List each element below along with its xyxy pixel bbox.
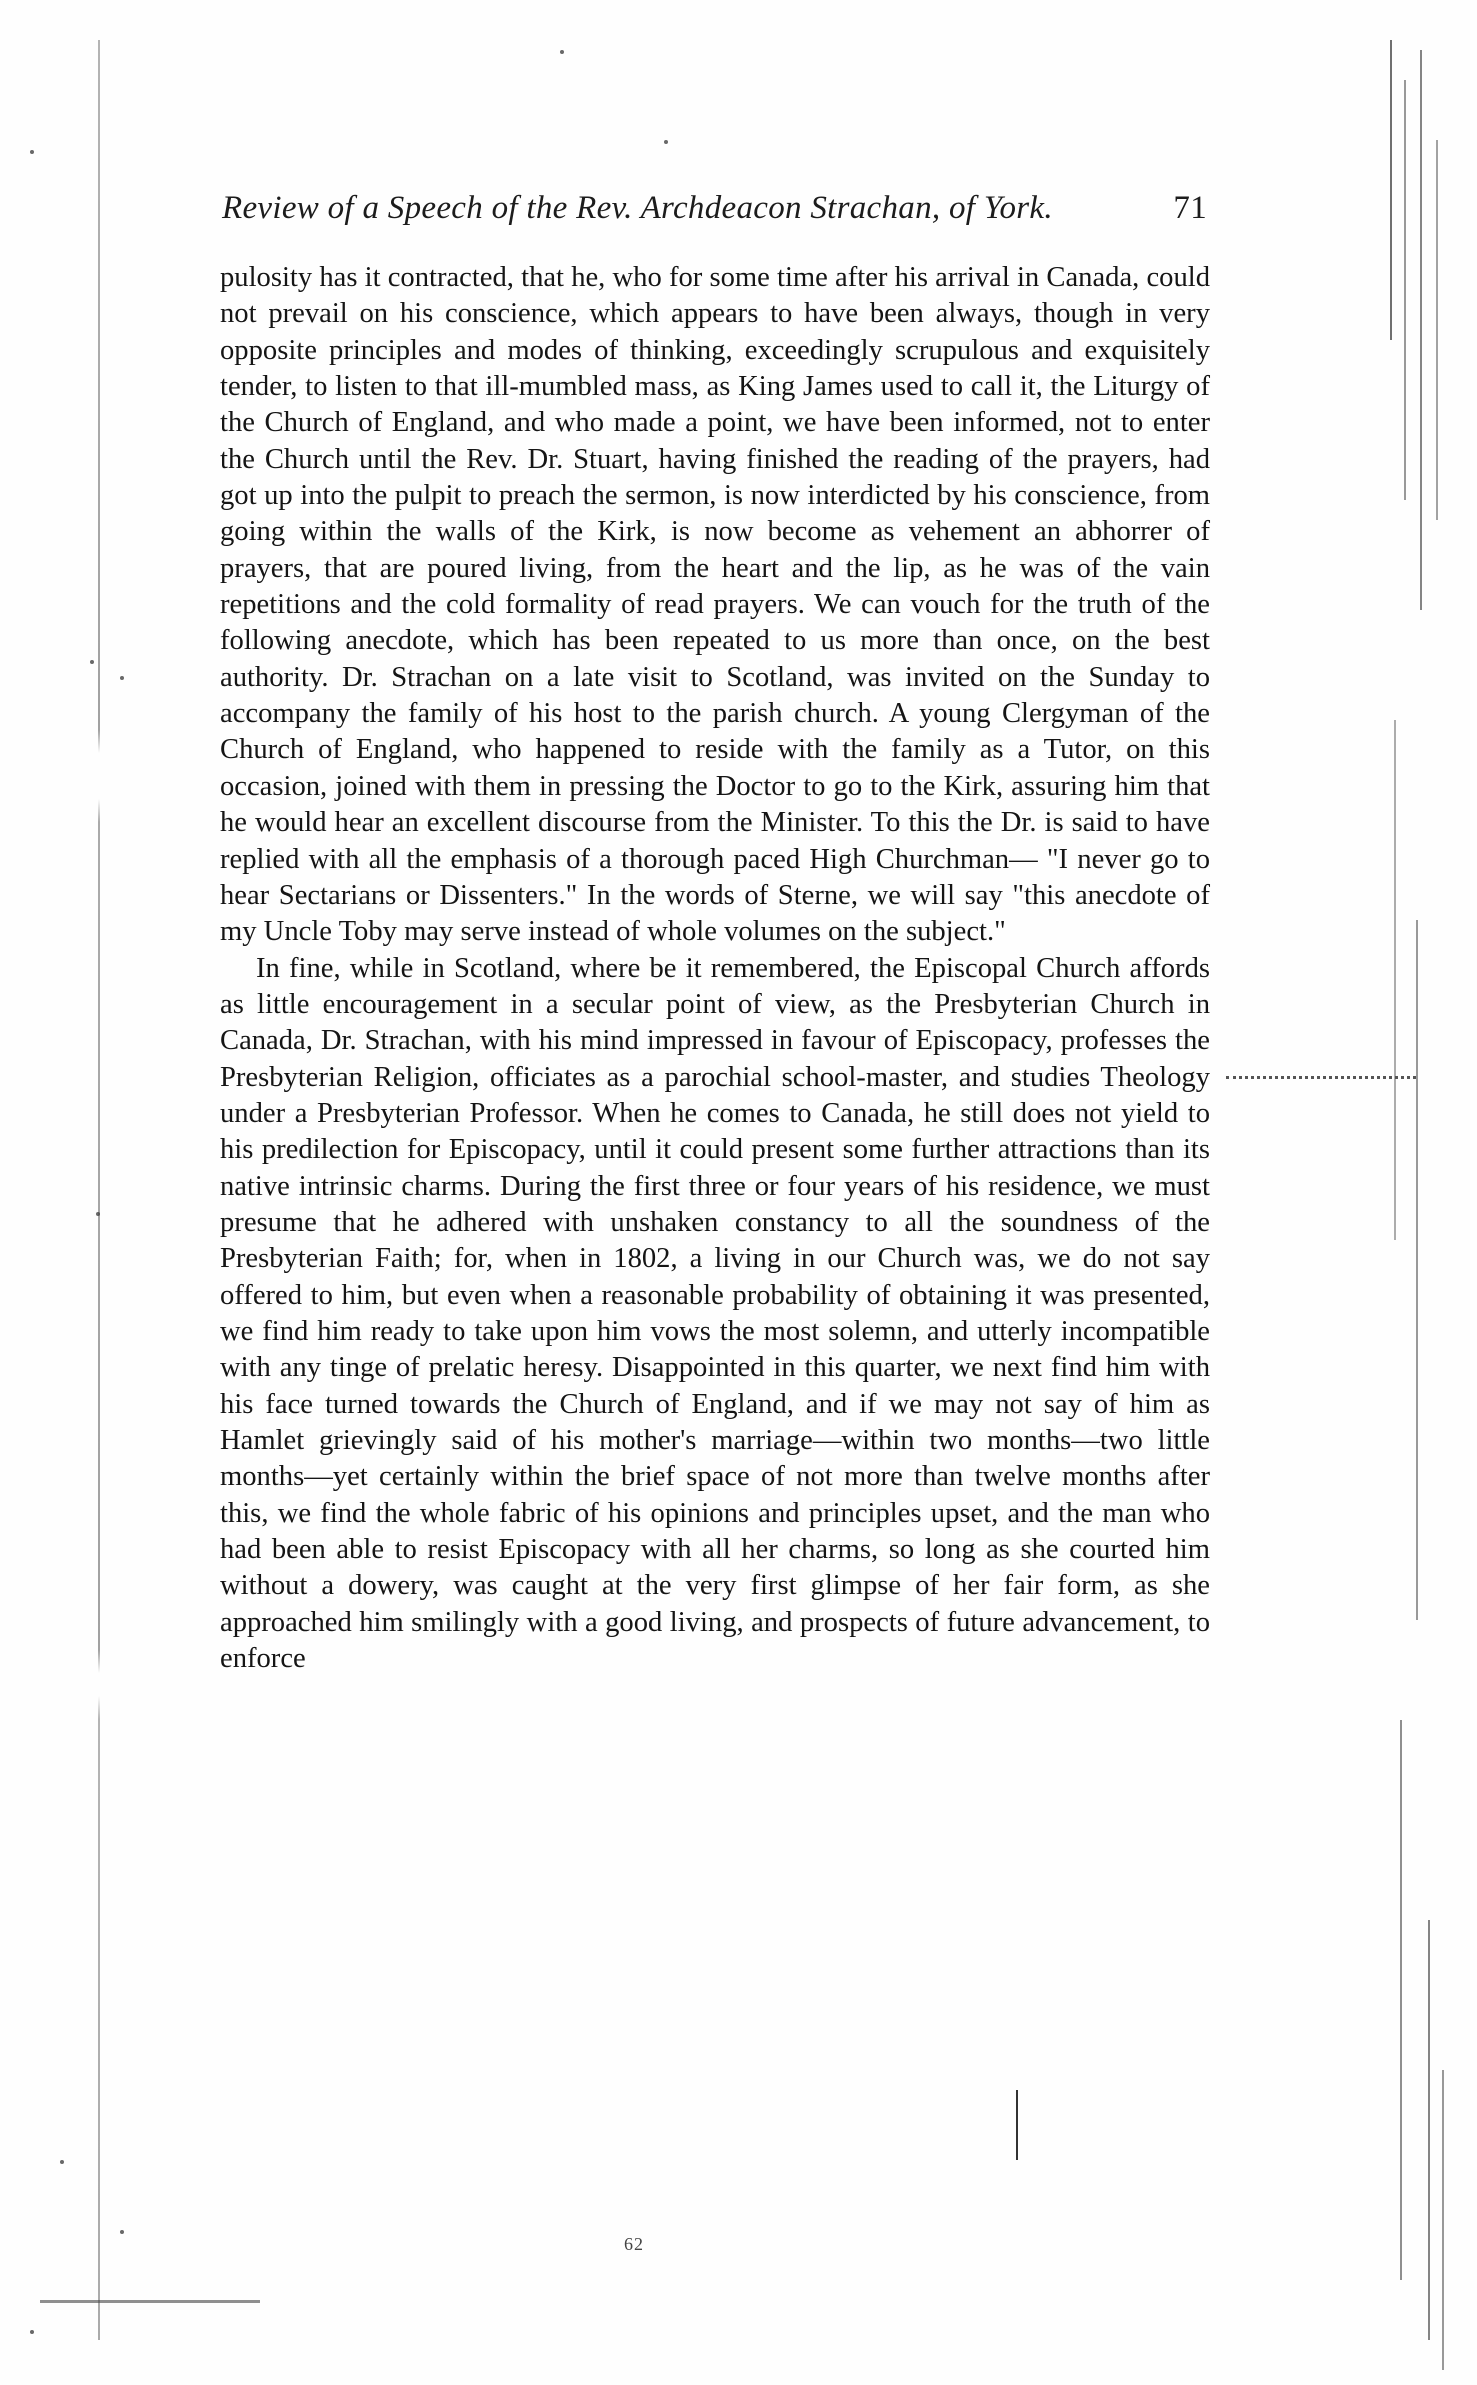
scan-speck xyxy=(90,660,94,664)
scan-speck xyxy=(30,150,34,154)
scan-dotted-mark xyxy=(1226,1076,1416,1082)
running-title: Review of a Speech of the Rev. Archdeacon Strachan, of York. xyxy=(222,190,1053,226)
scan-speck xyxy=(30,2330,34,2334)
scan-speck xyxy=(120,676,124,680)
scan-vertical-mark xyxy=(1016,2090,1018,2160)
paragraph: In fine, while in Scotland, where be it remembered, the Episcopal Church affords as little encouragement in a secular point of view, as the Presbyterian Church in Canada, Dr. Strachan, with his mind impressed in favour of Episcopacy, professes the Presbyterian Religion, officiates as a parochial school-master, and studies Theology under a Presbyterian Professor. When he comes to Canada, he still does not yield to his predilection for Episcopacy, until it could present some further attractions than its native intrinsic charms. During the first three or four years of his residence, we must presume that he adhered with unshaken constancy to all the soundness of the Presbyterian Faith; for, when in 1802, a living in our Church was, we do not say offered to him, but even when a reasonable probability of obtaining it was presented, we find him ready to take upon him vows the most solemn, and utterly incompatible with any tinge of prelatic heresy. Disappointed in this quarter, we next find him with his face turned towards the Church of England, and if we may not say of him as Hamlet grievingly said of his mother's marriage—within two months—two little months—yet certainly within the brief space of not more than twelve months after this, we find the whole fabric of his opinions and principles upset, and the man who had been able to resist Episcopacy with all her charms, so long as she courted him without a dowery, was caught at the very first glimpse of her fair form, as she approached him smilingly with a good living, and prospects of future advancement, to enforce xyxy=(220,952,1210,1675)
scan-bottom-smudge xyxy=(40,2300,260,2303)
page-number: 71 xyxy=(1173,190,1207,226)
scan-right-edge-artifact xyxy=(1380,20,1470,2380)
scan-speck xyxy=(60,2160,64,2164)
signature-mark: 62 xyxy=(624,2234,644,2254)
scan-speck xyxy=(560,50,564,54)
body-text xyxy=(220,260,1210,1677)
scan-speck xyxy=(664,140,668,144)
scan-speck xyxy=(96,1212,100,1216)
paragraph: pulosity has it contracted, that he, who for some time after his arrival in Canada, could not prevail on his conscience, which appears to have been always, though in very opposite principles and modes of thinking, exceedingly scrupulous and exquisitely tender, to listen to that ill-mumbled mass, as King James used to call it, the Liturgy of the Church of England, and who made a point, we have been informed, not to enter the Church until the Rev. Dr. Stuart, having finished the reading of the prayers, had got up into the pulpit to preach the sermon, is now interdicted by his conscience, from going within the walls of the Kirk, is now become as vehement an abhorrer of prayers, that are poured living, from the heart and the lip, as he was of the vain repetitions and the cold formality of read prayers. We can vouch for the truth of the following anecdote, which has been repeated to us more than once, on the best authority. Dr. Strachan on a late visit to Scotland, was invited on the Sunday to accompany the family of his host to the parish church. A young Clergyman of the Church of England, who happened to reside with the family as a Tutor, on this occasion, joined with them in pressing the Doctor to go to the Kirk, assuring him that he would hear an excellent discourse from the Minister. To this the Dr. is said to have replied with all the emphasis of a thorough paced High Churchman— "I never go to hear Sectarians or Dissenters." In the words of Sterne, we will say "this anecdote of my Uncle Toby may serve instead of whole volumes on the subject." xyxy=(220,262,1210,948)
scan-speck xyxy=(120,2230,124,2234)
scan-left-edge-artifact xyxy=(98,40,100,2340)
running-header xyxy=(222,180,1207,236)
